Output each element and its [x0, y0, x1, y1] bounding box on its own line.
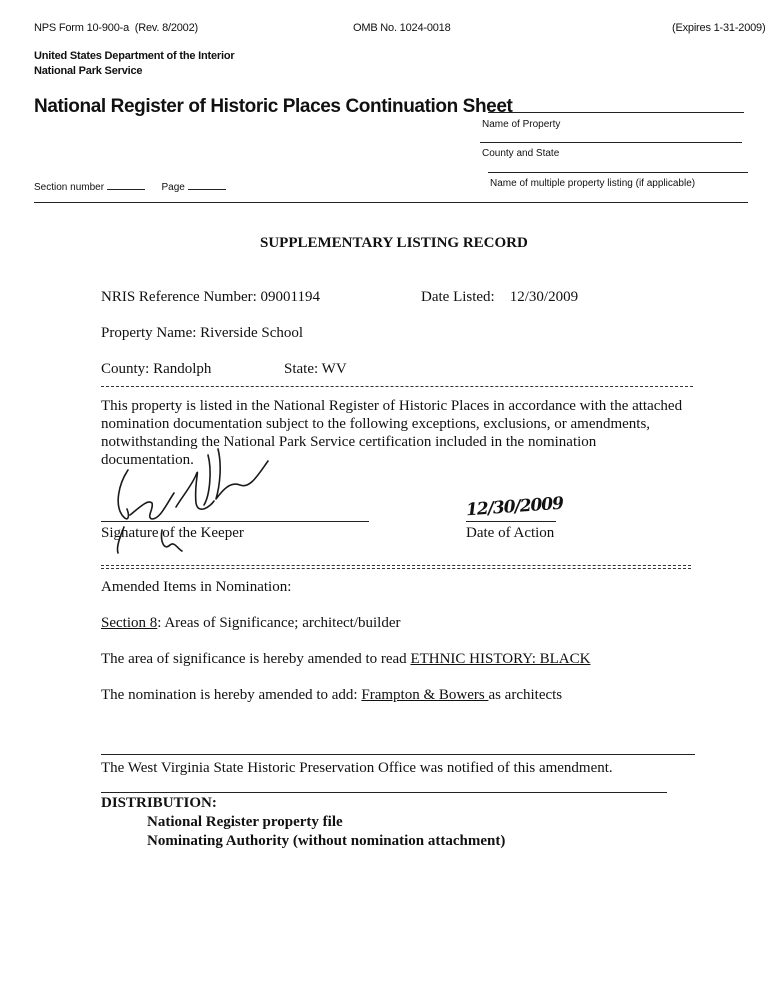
- expiration-date: (Expires 1-31-2009): [672, 22, 766, 34]
- statement-line-1: This property is listed in the National Register of Historic Places in accordance with the attached: [101, 398, 683, 414]
- date-listed-value: 12/30/2009: [509, 289, 579, 305]
- statement-line-4: documentation.: [101, 452, 194, 468]
- shpo-notification: The West Virginia State Historic Preservation Office was notified of this amendment.: [101, 760, 613, 776]
- header-divider: [34, 202, 748, 203]
- property-name: Property Name: Riverside School: [101, 325, 304, 341]
- distribution-item: National Register property file: [147, 814, 343, 830]
- nris-reference: NRIS Reference Number: 09001194: [101, 289, 320, 305]
- notification-line-bottom: [101, 792, 667, 793]
- signature-line: [101, 521, 369, 522]
- multiple-listing-label: Name of multiple property listing (if applicable): [490, 178, 696, 189]
- agency-name: National Park Service: [34, 65, 143, 77]
- name-of-property-label: Name of Property: [482, 119, 561, 130]
- page-label: Page: [161, 182, 185, 193]
- double-dashed-divider: [101, 565, 691, 569]
- architect-amendment: The nomination is hereby amended to add: Frampton & Bowers as architects: [101, 687, 563, 703]
- form-id: NPS Form 10-900-a (Rev. 8/2002): [34, 22, 198, 34]
- county: County: Randolph: [101, 361, 212, 377]
- statement-line-3: notwithstanding the National Park Service certification included in the nomination: [101, 434, 597, 450]
- department-name: United States Department of the Interior: [34, 50, 235, 62]
- state: State: WV: [284, 361, 347, 377]
- section-8-amendment: Section 8: Areas of Significance; architect/builder: [101, 615, 401, 631]
- section-number-field: [34, 178, 226, 193]
- name-of-property-line: [488, 112, 744, 113]
- notification-line-top: [101, 754, 695, 755]
- record-title: SUPPLEMENTARY LISTING RECORD: [260, 235, 528, 251]
- action-date-handwritten: 12/30/2009: [465, 493, 564, 521]
- distribution-heading: DISTRIBUTION:: [101, 795, 217, 811]
- distribution-item: Nominating Authority (without nomination attachment): [147, 833, 506, 849]
- architect-value: Frampton & Bowers: [361, 687, 489, 703]
- section-reference: Section 8: [101, 615, 158, 631]
- significance-amendment: The area of significance is hereby amended to read ETHNIC HISTORY: BLACK: [101, 651, 591, 667]
- statement-line-2: nomination documentation subject to the following exceptions, exclusions, or amendments,: [101, 416, 651, 432]
- county-state-line: [480, 142, 742, 143]
- keeper-signature: [100, 445, 280, 560]
- property-name-value: Riverside School: [200, 325, 304, 341]
- date-of-action-label: Date of Action: [466, 525, 555, 541]
- date-listed: Date Listed: 12/30/2009: [421, 289, 579, 305]
- sheet-title: National Register of Historic Places Continuation Sheet: [34, 96, 513, 117]
- action-date-line: [466, 521, 556, 522]
- nris-value: 09001194: [260, 289, 320, 305]
- signature-label: Signature of the Keeper: [101, 525, 244, 541]
- dashed-divider: [101, 386, 693, 387]
- multiple-listing-line: [488, 172, 748, 173]
- section-number-label: Section number: [34, 182, 105, 193]
- county-value: Randolph: [153, 361, 212, 377]
- significance-value: ETHNIC HISTORY: BLACK: [410, 651, 591, 667]
- state-value: WV: [321, 361, 347, 377]
- amended-items-heading: Amended Items in Nomination:: [101, 579, 292, 595]
- omb-number: OMB No. 1024-0018: [353, 22, 451, 34]
- county-state-label: County and State: [482, 148, 560, 159]
